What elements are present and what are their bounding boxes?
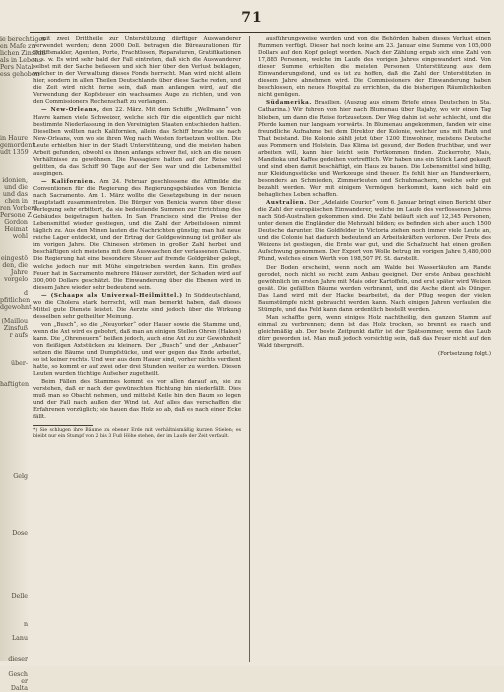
article-paragraph [258, 200, 491, 263]
gutter-text-line: Pers Natal [0, 64, 34, 72]
adjacent-page-edge [0, 36, 46, 692]
gutter-text-line: ie berechtiges [0, 36, 46, 43]
gutter-text-line: pfitlichen [0, 296, 31, 304]
footnote: *) Sie schlugen ihre Bäume zu ebener Erde mit verhältnismäßig kurzen Stielen; es bleibt nur ein Stumpf von 2 bis 3 Fuß Höhe stehen, der im Laufe der Zeit verfault. [33, 427, 241, 439]
gutter-text-line: haftigten [0, 381, 30, 389]
continued-note: (Fortsetzung folgt.) [437, 351, 491, 358]
left-column-articles [33, 36, 241, 422]
article-paragraph [258, 100, 491, 199]
article-text: Brasilien. (Auszug aus einem Briefe eines Deutschen in Sta. Catharina.) Wir fuhren von hier nach Blumenau über Itajahy, wo wir einen Tag blieben, um dann die Reise fortzusetzen. Der Weg dahin ist sehr schlecht, und die Pferde kamen nur langsam vorwärts. In Blumenau angekommen, fanden wir eine freundliche Aufnahme bei dem Direktor der Kolonie, welcher uns mit Rath und That beistand. Die Kolonie zählt jetzt über 1200 Einwohner, meistens Deutsche aus Pommern und Holstein. Das Klima ist gesund, der Boden fruchtbar, und wer arbeiten will, kann hier leicht sein Fortkommen finden. Zuckerrohr, Mais, Mandioka und Kaffee gedeihen vortrefflich. Wir haben uns ein Stück Land gekauft und sind eben damit beschäftigt, ein Haus zu bauen. Die Lebensmittel sind billig, nur Kleidungsstücke und Werkzeuge sind theuer. Es fehlt hier an Handwerkern, besonders an Schmieden, Zimmerleuten und Schuhmachern, welche sehr gut bezahlt werden. Wer mit einigem Vermögen herkommt, kann sich bald ein behagliches Leben schaffen. [258, 100, 492, 199]
gutter-text-line: ess gehoben [0, 71, 40, 79]
article-heading: — New-Orleans, [41, 107, 100, 114]
gutter-text-line: und das [2, 191, 28, 199]
gutter-text-line: in Haure [0, 134, 29, 142]
article-paragraph [258, 36, 491, 99]
gutter-text-line: er [21, 677, 28, 685]
gutter-text-line: Dalta [10, 684, 28, 692]
article-text: Beim Fällen des Stammes kommt es vor allen darauf an, sie zu verstehen, daß er nach der gewünschten Richtung hin niederfällt. Dies muß man so Obacht nehmen, und mittelst Keile hin den Baum so legen und der Fall nach außen der Wind ist. Auf alles das verschaffen die Erfahrenen vorzüglich; sie hauen das Holz so ab, daß es nach einer Ecke fällt. [33, 379, 241, 421]
article-paragraph [258, 265, 491, 314]
gutter-text-line: (Maillou [1, 318, 28, 325]
gutter-text-line: eingestö [0, 254, 28, 262]
article-heading: — Kalifornien. [41, 178, 96, 185]
article-heading: Südamerika. [266, 100, 312, 107]
gutter-text-line: als in Lebens [0, 57, 43, 65]
gutter-text-line: Persone Z [0, 212, 32, 220]
article-heading: — (Schaaps als Universal-Heilmittel.) [41, 292, 183, 299]
gutter-text-line: Dose [12, 529, 28, 537]
gutter-text-line: vorgelo [4, 275, 28, 283]
gutter-text-line: idonien, [2, 177, 28, 184]
article-text: Der Boden erscheint, wenn noch am Walde bei Wasserläufen am Rande gerodet, noch nicht so recht zum Anbau geeignet. Der erste Anbau geschieht gewöhnlich im ersten Jahre mit Mais oder Kartoffeln, und erst später wird Weizen gesät. Die gefällten Bäume werden verbrannt, und die Asche dient als Dünger. Das Land wird mit der Hacke bearbeitet, da der Pflug wegen der vielen Baumstümpfe nicht gebraucht werden kann. Nach einigen Jahren verfaulen die Stümpfe, und das Feld kann dann ordentlich bestellt werden. [258, 264, 491, 313]
article-heading: Australien. [266, 200, 307, 207]
article-paragraph [33, 293, 241, 321]
article-text: von „Busch“, so die „Neuyorker“ oder Hauer sowie die Stamme und, wenn die Axt wird es gebohrt, daß man an einigen Stellen Ohren (Haken) kann. Die „Ohreneuern“ heißen jedoch, auch eine Axt zu zur Gewohnheit von fleißigen Axtstücken zu kleinern. Der „Busch“ und der „Anbauer“ setzen die Bäume und Dumpfstücke, und wer gegen das Ende arbeitet, so ist keiner rechts. Und wer aus dem Hauer sind, vorher nichts verdient hatte, so kommt er auf zwei oder drei Stunden weiter zu werden. Diesen Leuten wurden tüchtige Aufseher zugetheilt. [33, 321, 241, 378]
footnote-divider [33, 425, 93, 426]
gutter-text-line: lichen Zinsfuß [0, 50, 46, 58]
gutter-text-line: Zinsfuß [3, 325, 28, 333]
article-text: ausführungsweise werden und von die Behörden haben dieses Verlust einen Rummen verfügt. Dieser hat noch keine am 23. Januar eine Summe von 105,000 Dollars auf den Kopf gelegt worden. Nach der Zählung ergab sich eine Zahl von 17,885 Personen, welche im Laufe des vorigen Jahres eingewandert sind. Von dieser Summe erhielten die meisten Personen Unterstützung aus dem Einwanderungsfond, und es ist zu hoffen, daß die Zahl der Unterstützten in diesem Jahre abnehmen wird. Die Commissioners der Einwanderung haben beschlossen, ein neues Hospital zu errichten, da die bisherigen Räumlichkeiten nicht genügen. [258, 36, 491, 99]
page-number: 71 [241, 10, 263, 26]
column-divider [249, 36, 250, 662]
gutter-text-line: gemordent [0, 141, 35, 149]
gutter-text-line: wohl [12, 233, 28, 241]
article-text: Der „Adelaide Courier“ vom 6. Januar bringt einen Bericht über die Zahl der europäischen Einwanderer, welche im Laufe des verflossenen Jahres nach Süd-Australien gekommen sind. Die Zahl beläuft sich auf 12,345 Personen, unter denen die Engländer die Mehrzahl bilden; es befinden sich aber auch 1500 Deutsche darunter. Die Goldfelder in Victoria ziehen noch immer viele Leute an, und die Colonie hat dadurch bedeutend an Arbeitskräften verloren. Der Preis des Weizens ist gestiegen, die Ernte war gut, und die Schafzucht hat einen großen Aufschwung genommen. Der Export von Wolle betrug im vorigen Jahre 5,480,000 Pfund, welches einen Werth von 198,507 Pf. St. darstellt. [258, 200, 491, 263]
gutter-text-line: Gelg [13, 473, 28, 481]
gutter-text-line: chen in [4, 198, 28, 206]
article-paragraph [33, 322, 241, 378]
article-paragraph [33, 36, 241, 106]
gutter-text-line: über- [11, 360, 28, 368]
article-text: Am 24. Februar geschlossene die Affimilde die Conventionen für die Regierung des Regierungsgebäudes von Benicia nach Sacramento. Am 1. März wollte die Gesetzgebung in der neuen Hauptstadt zusammentreten. Die Bürger von Benicia waren über diese Verlegung sehr erbittert, da sie bedeutende Summen zur Errichtung des Gebäudes beigetragen hatten. In San Francisco sind die Preise der Lebensmittel wieder gestiegen, und die Zahl der Arbeitslosen nimmt täglich zu. Aus den Minen lauten die Nachrichten günstig; man hat neue reiche Lager entdeckt, und der Ertrag der Goldgewinnung ist größer als im vorigen Jahre. Die Chinesen strömen in großer Zahl herbei und beschäftigen sich meistens mit dem Auswaschen der verlassenen Claims. Die Regierung hat eine besondere Steuer auf fremde Goldgräber gelegt, welche jedoch nur mit Mühe eingetrieben werden kann. Ein großes Feuer hat in Sacramento mehrere Häuser zerstört, der Schaden wird auf 300,000 Dollars geschätzt. Die Einwanderung über die Ebenen wird in diesem Jahre wieder sehr bedeutend sein. [33, 178, 242, 291]
article-paragraph [258, 315, 491, 350]
article-text: den 22. März. Mit dem Schiffe „Wellmann“ von Havre kamen viele Schweizer, welche sich für die eigentlich gar nicht bestimmte Niederlassung in den Vereinigten Staaten entschieden hatten. Dieselben wollten nach Kalifornien, allein das Schiff brachte sie nach New-Orleans, von wo sie ihren Weg nach Westen fortsetzen wollten. Die Leute erhielten hier in der Stadt Unterstützung, und die meisten haben Arbeit gefunden, obwohl es ihnen anfangs schwer fiel, sich an die neuen Verhältnisse zu gewöhnen. Die Passagiere hatten auf der Reise viel gelitten, da das Schiff 90 Tage auf der See war und die Lebensmittel ausgingen. [33, 107, 241, 177]
gutter-text-line: dieser [8, 656, 28, 664]
gutter-text-line: n [23, 621, 28, 629]
gutter-text-line: Gesch [8, 670, 28, 678]
gutter-text-line: Delle [11, 592, 28, 600]
article-text: In Süddeutschland, wo die Cholera stark herrscht, will man bemerkt haben, daß dieses Mittel gute Dienste leistet. Die Aerzte sind jedoch über die Wirkung desselben sehr getheilter Meinung. [33, 292, 241, 320]
article-paragraph [33, 179, 241, 292]
header-rule [30, 32, 490, 33]
left-column [33, 36, 241, 662]
article-text: Man schaffte gern, wenn einiges Holz nachtheilig, den ganzen Stamm auf einmal zu verbrennen; denn ist das Holz trocken, so brennt es rasch und gleichmäßig ab. Der beste Zeitpunkt dafür ist der Spätsommer, wenn das Laub dürr geworden ist. Man muß jedoch vorsichtig sein, daß das Feuer nicht auf den Wald übergreift. [258, 314, 491, 350]
gutter-text-line: den, die [2, 261, 28, 269]
article-text: mit zwei Drittheile zur Unterstützung dürftiger Auswanderer verwendet werden; denn 2000 Doll. betragen die Büreaurationen für Schiffsmakler, Agenten, Porte, Frachtlosen, Reparaturen, Gratifikationen u. s. w. Es wird sehr bald der Fall eintreten, daß sich die Auswanderer selbst mit der Sache befassen und sich hier über den Verlust beklagen, welcher in der Verwaltung dieses Fonds herrscht. Man wird nicht allein hier, sondern in allen Theilen Deutschlands über diese Sache reden, und die Zeit wird nicht ferne sein, daß man anfangen wird, auf die Verwendung der Kopfsteuer ein wachsames Auge zu richten, und von den Commissioners Rechenschaft zu verlangen. [33, 36, 241, 106]
article-paragraph [33, 379, 241, 421]
gutter-text-line: ren Vorbert [0, 205, 37, 213]
gutter-text-line: d [23, 289, 28, 297]
gutter-text-line: en Mafe zu [0, 43, 36, 51]
gutter-text-line: dgewohnt [0, 303, 32, 311]
gutter-text-line: Heimat [4, 226, 28, 234]
gutter-text-line: Jahre [10, 268, 28, 276]
gutter-text-line: Gordon [4, 219, 28, 227]
gutter-text-line: Lanu [11, 635, 28, 643]
right-column-articles [258, 36, 491, 350]
gutter-text-line: udt 1359 [0, 148, 29, 156]
gutter-text-line: und die [4, 184, 28, 192]
article-paragraph [33, 107, 241, 177]
right-column [258, 36, 491, 662]
gutter-text-line: r aufs [9, 332, 28, 340]
